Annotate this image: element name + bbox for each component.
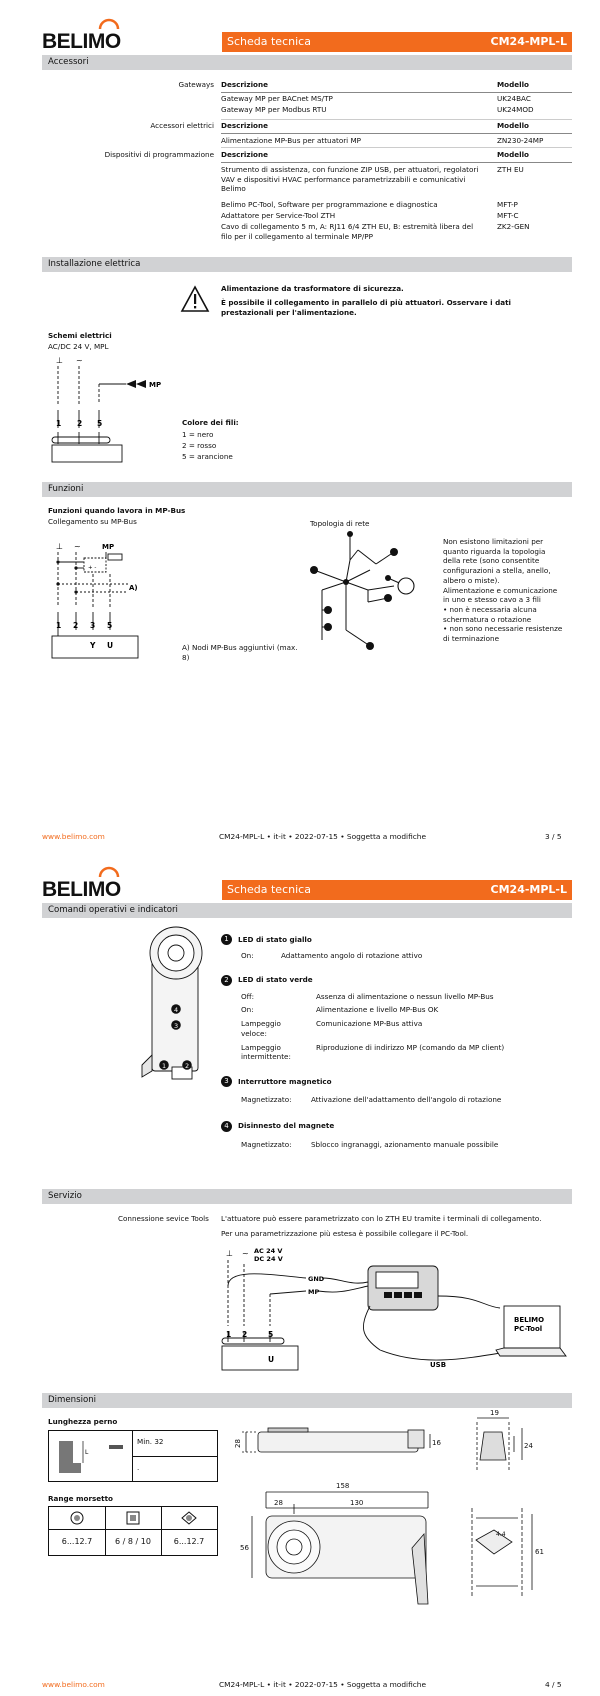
- table-cell: MFT-P: [497, 200, 518, 209]
- dim-label: 158: [336, 1482, 350, 1490]
- filo-item: 5 = arancione: [182, 452, 233, 461]
- section-installazione: Installazione elettrica: [42, 257, 572, 272]
- wiring-diagram: [48, 354, 178, 466]
- warning-icon: [180, 285, 210, 313]
- usb-label: USB: [430, 1361, 447, 1369]
- ac-symbol: ~: [242, 1249, 249, 1258]
- servizio-label: Connessione sevice Tools: [118, 1214, 209, 1223]
- a-label: A): [129, 584, 138, 592]
- belimo-logo: BELIMO: [42, 28, 122, 52]
- terminal-label: 2: [77, 419, 83, 428]
- dim-label: 130: [350, 1499, 364, 1507]
- section-dimensioni: Dimensioni: [42, 1393, 572, 1408]
- filo-item: 1 = nero: [182, 430, 214, 439]
- ac24-label: AC 24 V: [254, 1247, 283, 1255]
- range-value: 6...12.7: [61, 1537, 93, 1546]
- mpbus-diagram: [48, 540, 178, 666]
- schemi-sub: AC/DC 24 V, MPL: [48, 342, 109, 351]
- indicator-item: 3 Interruttore magnetico: [221, 1076, 571, 1087]
- range-title: Range morsetto: [48, 1494, 113, 1503]
- u-label: U: [107, 641, 114, 650]
- indicator-list: 1 LED di stato giallo On: Adattamento angolo di rotazione attivo 2 LED di stato verde Off: Assenza di alimentazione o nessun livello MP-Bus On: Alimentazione e livello MP-Bus OK Lampeggio veloce: Comunicazione MP-Bus attiva Lampeggio intermittente: Riproduzione di indirizzo MP (comando da MP client) 3 Interruttore magnetico Magnetizzato: Attivazione dell'adattamento dell'angolo di rotazione 4 Disinnesto del magnete Magnetizzato: Sblocco ingranaggi, azionamento manuale possibile: [221, 934, 571, 1149]
- indicator-item: 2 LED di stato verde: [221, 975, 571, 986]
- table-cell: Belimo PC-Tool, Software per programmazione e diagnostica: [221, 200, 438, 209]
- square-shaft-icon: [125, 1511, 141, 1525]
- belimo-logo: BELIMO: [42, 876, 122, 900]
- dim-label: 61: [535, 1548, 544, 1556]
- funzioni-subtitle: Funzioni quando lavora in MP-Bus: [48, 506, 186, 515]
- range-value: 6...12.7: [173, 1537, 205, 1546]
- header-bar: [222, 32, 572, 52]
- pc-tool-label: BELIMO: [514, 1316, 545, 1324]
- indicator-item: 1 LED di stato giallo: [221, 934, 571, 945]
- section-funzioni: Funzioni: [42, 482, 572, 497]
- table-cell: Adattatore per Service-Tool ZTH: [221, 211, 336, 220]
- page-number: 3 / 5: [545, 832, 562, 841]
- funzioni-sub: Collegamento su MP-Bus: [48, 517, 137, 526]
- section-accessori: Accessori: [42, 55, 572, 70]
- col-header: Descrizione: [221, 121, 268, 130]
- topology-diagram: [306, 530, 436, 655]
- perno-drawing: [53, 1435, 129, 1479]
- terminal-label: 2: [242, 1330, 248, 1339]
- terminal-label: 5: [268, 1330, 274, 1339]
- indicator-item: 4 Disinnesto del magnete: [221, 1121, 571, 1132]
- header-model: CM24-MPL-L: [490, 882, 567, 896]
- header-title: Scheda tecnica: [227, 882, 311, 896]
- topology-text: Non esistono limitazioni per quanto riguarda la topologia della rete (sono consentite configurazioni a stella, anello, albero o miste). Alimentazione e comunicazione in uno e stesso cavo a 3 fili • non è necessaria alcuna schermatura o rotazione • non sono necessarie resistenze di terminazione: [443, 537, 563, 644]
- group-label: Gateways: [178, 80, 214, 89]
- dim-label: 4.4: [496, 1531, 506, 1538]
- footer-center: CM24-MPL-L • it-it • 2022-07-15 • Soggetta a modifiche: [219, 1680, 427, 1689]
- header-bar: [222, 880, 572, 900]
- warning-text: Alimentazione da trasformatore di sicurezza.: [221, 284, 404, 293]
- terminal-label: 1: [226, 1330, 232, 1339]
- nodes-note: A) Nodi MP-Bus aggiuntivi (max. 8): [182, 643, 298, 662]
- pc-tool-label: PC-Tool: [514, 1325, 543, 1333]
- service-diagram: [220, 1246, 570, 1380]
- perno-box: Min. 32 . L: [48, 1430, 218, 1482]
- topology-title: Topologia di rete: [310, 519, 370, 528]
- dc24-label: DC 24 V: [254, 1255, 283, 1263]
- section-comandi: Comandi operativi e indicatori: [42, 903, 572, 918]
- gnd-symbol: ⊥: [56, 542, 63, 551]
- table-cell: MFT-C: [497, 211, 519, 220]
- diamond-shaft-icon: [181, 1511, 197, 1525]
- footer-center: CM24-MPL-L • it-it • 2022-07-15 • Soggetta a modifiche: [219, 832, 427, 841]
- table-cell: ZTH EU: [497, 165, 524, 174]
- table-cell: Alimentazione MP-Bus per attuatori MP: [221, 136, 361, 145]
- gnd-wire-label: GND: [308, 1275, 325, 1283]
- dim-label: 56: [240, 1544, 249, 1552]
- table-cell: UK24BAC: [497, 94, 531, 103]
- gnd-symbol: ⊥: [226, 1249, 233, 1258]
- col-header: Modello: [497, 150, 529, 159]
- perno-l: L: [85, 1449, 89, 1456]
- actuator-drawing: [140, 925, 210, 1095]
- dim-label: 16: [432, 1439, 441, 1447]
- dim-label: 24: [524, 1442, 533, 1450]
- marker-2: 2: [185, 1062, 190, 1070]
- col-header: Modello: [497, 121, 529, 130]
- terminal-label: 5: [107, 621, 113, 630]
- gnd-symbol: ⊥: [56, 356, 63, 365]
- marker-3: 3: [174, 1022, 179, 1030]
- ac-symbol: ~: [76, 356, 83, 365]
- range-value: 6 / 8 / 10: [115, 1537, 151, 1546]
- terminal-label: 1: [56, 621, 62, 630]
- table-cell: Gateway MP per Modbus RTU: [221, 105, 327, 114]
- fili-title: Colore dei fili:: [182, 418, 239, 427]
- section-servizio: Servizio: [42, 1189, 572, 1204]
- mp-label: MP: [149, 381, 162, 389]
- footer-link[interactable]: www.belimo.com: [42, 1680, 105, 1689]
- marker-1: 1: [162, 1062, 167, 1070]
- page-number: 4 / 5: [545, 1680, 562, 1689]
- servizio-text: L'attuatore può essere parametrizzato con lo ZTH EU tramite i terminali di collegamento.: [221, 1214, 542, 1223]
- terminal-label: 3: [90, 621, 96, 630]
- col-header: Modello: [497, 80, 529, 89]
- col-header: Descrizione: [221, 80, 268, 89]
- controller-label: + -: [88, 565, 97, 571]
- filo-item: 2 = rosso: [182, 441, 217, 450]
- footer-link[interactable]: www.belimo.com: [42, 832, 105, 841]
- u-label: U: [268, 1355, 275, 1364]
- header-model: CM24-MPL-L: [490, 34, 567, 48]
- marker-4: 4: [174, 1006, 179, 1014]
- range-box: [48, 1506, 218, 1556]
- perno-min: Min. 32: [137, 1437, 164, 1446]
- mp-label: MP: [102, 543, 115, 551]
- table-cell: UK24MOD: [497, 105, 534, 114]
- table-cell: Cavo di collegamento 5 m, A: RJ11 6/4 ZTH EU, B: estremità libera del filo per il collegamento al terminale MP/PP: [221, 222, 474, 241]
- col-header: Descrizione: [221, 150, 268, 159]
- group-label: Dispositivi di programmazione: [104, 150, 214, 159]
- warning-text: È possibile il collegamento in parallelo di più attuatori. Osservare i dati prestazionali per l'alimentazione.: [221, 298, 511, 317]
- dimension-drawing: [232, 1408, 572, 1608]
- group-label: Accessori elettrici: [150, 121, 214, 130]
- table-cell: Gateway MP per BACnet MS/TP: [221, 94, 333, 103]
- table-cell: Strumento di assistenza, con funzione ZIP USB, per attuatori, regolatori VAV e dispositivi HVAC performance parametrizzabili e comunicativi Belimo: [221, 165, 479, 194]
- header-title: Scheda tecnica: [227, 34, 311, 48]
- table-cell: ZK2-GEN: [497, 222, 530, 231]
- terminal-label: 1: [56, 419, 62, 428]
- accessori-table: [42, 80, 572, 241]
- schemi-title: Schemi elettrici: [48, 331, 112, 340]
- round-shaft-icon: [69, 1511, 85, 1525]
- table-cell: ZN230-24MP: [497, 136, 544, 145]
- y-label: Y: [90, 641, 96, 650]
- mp-wire-label: MP: [308, 1288, 320, 1296]
- dim-label: 19: [490, 1409, 499, 1417]
- perno-title: Lunghezza perno: [48, 1417, 118, 1426]
- dim-label: 28: [234, 1439, 242, 1448]
- terminal-label: 2: [73, 621, 79, 630]
- servizio-text: Per una parametrizzazione più estesa è possibile collegare il PC-Tool.: [221, 1229, 469, 1238]
- terminal-label: 5: [97, 419, 103, 428]
- dim-label: 28: [274, 1499, 283, 1507]
- ac-symbol: ~: [74, 542, 81, 551]
